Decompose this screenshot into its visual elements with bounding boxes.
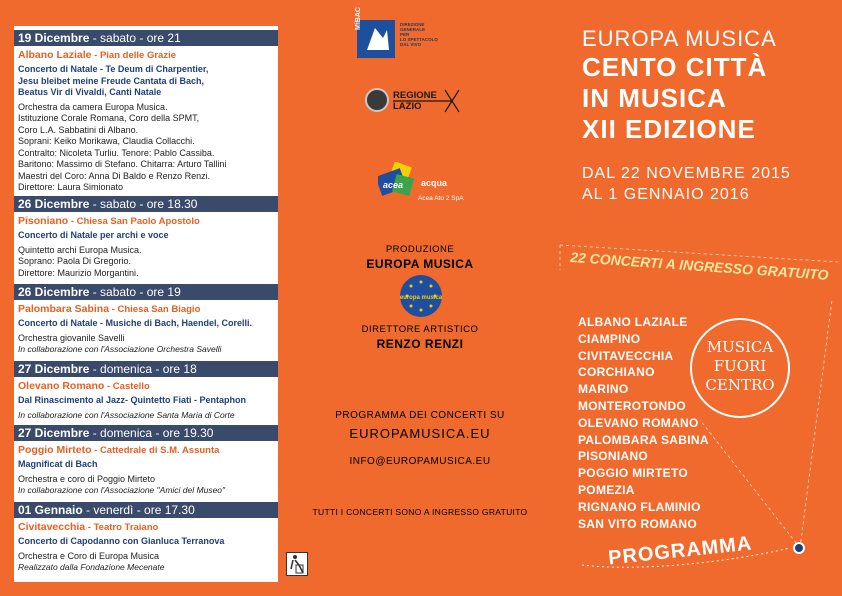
event-date: 26 Dicembre [18, 197, 90, 211]
title-europa-musica: EUROPA MUSICA [582, 26, 777, 51]
event-venue: - Chiesa San Paolo Apostolo [68, 216, 200, 227]
city-item: MONTEROTONDO [578, 398, 687, 413]
mibac-line: DAL VIVO [400, 42, 422, 47]
date-start: DAL 22 NOVEMBRE 2015 [582, 165, 791, 182]
event-date: 26 Dicembre [18, 285, 90, 299]
event-time: - domenica - ore 19.30 [89, 426, 214, 440]
event-detail-line: Concerto di Capodanno con Gianluca Terranova [18, 536, 225, 546]
title-edizione: XII EDIZIONE [582, 114, 756, 144]
event-venue: - Cattedrale di S.M. Assunta [91, 445, 220, 456]
event-time: - sabato - ore 21 [89, 31, 181, 45]
mibac-line: DIREZIONE [400, 22, 425, 27]
title-cento-citta: CENTO CITTÀ [582, 52, 768, 82]
city-item: RIGNANO FLAMINIO [578, 499, 701, 514]
mibac-line: LO SPETTACOLO [400, 37, 438, 42]
event-city: Albano Laziale [18, 49, 92, 61]
program-label: PROGRAMMA DEI CONCERTI SU [335, 410, 505, 421]
event-detail-line: Maestri del Coro: Anna Di Baldo e Renzo Renzi. [18, 170, 211, 181]
city-item: PISONIANO [578, 449, 649, 464]
event-date: 27 Dicembre [18, 426, 90, 440]
production-label: PRODUZIONE [385, 244, 455, 255]
event-time: - sabato - ore 18.30 [89, 197, 198, 211]
musica-fuori-centro-logo [690, 318, 790, 418]
free-concerts-banner: 22 CONCERTI A INGRESSO GRATUITO [569, 248, 830, 283]
city-item: ALBANO LAZIALE [578, 315, 688, 329]
title-in-musica: IN MUSICA [582, 83, 727, 113]
event-detail-line: Realizzato dalla Fondazione Mecenate [18, 562, 165, 572]
acea-label: acqua [421, 178, 448, 188]
event-detail-line: Soprano: Paola Di Gregorio. [18, 256, 132, 266]
event-detail-line: Baritono: Massimo di Stefano. Chitarra: Arturo Tallini [18, 159, 227, 169]
pin-dot-icon [793, 542, 805, 554]
event-detail-line: In collaborazione con l'Associazione Orchestra Savelli [18, 344, 222, 354]
city-item: MARINO [578, 382, 629, 397]
free-entry-note: TUTTI I CONCERTI SONO A INGRESSO GRATUITO [312, 507, 528, 517]
event-detail-line: Quintetto archi Europa Musica. [18, 244, 142, 255]
svg-text:europa musica: europa musica [400, 295, 442, 301]
event-venue: - Teatro Traiano [85, 522, 159, 533]
event-venue: - Chiesa San Biagio [109, 304, 201, 315]
event-detail-line: Jesu bleibet meine Freude Cantata di Bach, [18, 75, 205, 86]
city-item: POGGIO MIRTETO [578, 466, 688, 481]
event-city: Palombara Sabina [18, 303, 110, 315]
event-detail-line: Orchestra e Coro di Europa Musica [18, 550, 160, 561]
event-date: 01 Gennaio [18, 503, 83, 517]
mfc-line: MUSICA [706, 338, 774, 356]
city-item: CORCHIANO [578, 365, 655, 380]
programma-label: PROGRAMMA [607, 532, 754, 570]
email-link[interactable]: INFO@EUROPAMUSICA.EU [349, 456, 491, 467]
event-detail-line: Orchestra e coro di Poggio Mirteto [18, 473, 156, 484]
svg-text:acea: acea [383, 180, 404, 190]
event-detail-line: Concerto di Natale - Te Deum di Charpentier, [18, 64, 209, 74]
mfc-line: FUORI [713, 357, 767, 375]
event-venue: - Pian delle Grazie [91, 50, 176, 61]
event-venue: - Castello [104, 381, 150, 392]
event-city: Civitavecchia [18, 521, 86, 533]
event-city: Poggio Mirteto [18, 444, 92, 456]
event-date: 27 Dicembre [18, 362, 90, 376]
event-date: 19 Dicembre [18, 31, 90, 45]
date-end: AL 1 GENNAIO 2016 [582, 186, 750, 203]
event-detail-line: Direttore: Maurizio Morgantini. [18, 267, 139, 278]
event-detail-line: Direttore: Laura Simionato [18, 182, 124, 192]
city-item: PALOMBARA SABINA [578, 432, 709, 447]
city-item: CIAMPINO [578, 331, 641, 346]
city-item: OLEVANO ROMANO [578, 415, 699, 430]
event-time: - domenica - ore 18 [89, 362, 197, 376]
event-detail-line: Concerto di Natale per archi e voce [18, 230, 169, 240]
director-name: RENZO RENZI [376, 337, 464, 351]
mibac-label: MiBAC [355, 7, 362, 30]
event-detail-line: Orchestra giovanile Savelli [18, 332, 125, 343]
event-detail-line: Coro L.A. Sabbatini di Albano. [18, 124, 139, 135]
event-time: - sabato - ore 19 [89, 285, 181, 299]
event-detail-line: Beatus Vir di Vivaldi, Canti Natale [18, 87, 162, 97]
event-detail-line: Orchestra da camera Europa Musica. [18, 101, 168, 112]
event-detail-line: In collaborazione con l'Associazione Santa Maria di Corte [18, 409, 235, 420]
lazio-line: REGIONE [393, 90, 437, 101]
mibac-line: GENERALE [400, 27, 426, 32]
event-detail-line: Magnificat di Bach [18, 459, 98, 469]
city-item: POMEZIA [578, 482, 635, 497]
event-detail-line: Concerto di Natale - Musiche di Bach, Haendel, Corelli. [18, 318, 253, 328]
event-detail-line: Istituzione Corale Romana, Coro della SPMT, [18, 113, 200, 123]
event-detail-line: Contralto: Nicoleta Turliu. Tenore: Pablo Cassiba. [18, 147, 215, 158]
city-item: SAN VITO ROMANO [578, 516, 697, 531]
event-detail-line: Soprani: Keiko Morikawa, Claudia Collacchi. [18, 136, 195, 146]
production-name: EUROPA MUSICA [366, 257, 474, 271]
event-detail-line: Dal Rinascimento al Jazz- Quintetto Fiati - Pentaphon [18, 395, 247, 405]
city-item: CIVITAVECCHIA [578, 348, 674, 363]
director-label: DIRETTORE ARTISTICO [361, 324, 479, 335]
mfc-line: CENTRO [705, 376, 775, 394]
lazio-line: LAZIO [393, 101, 422, 112]
event-detail-line: In collaborazione con l'Associazione "Amici del Museo" [18, 485, 226, 495]
mibac-line: PER [400, 32, 410, 37]
event-city: Pisoniano [18, 215, 69, 227]
program-url-link[interactable]: EUROPAMUSICA.EU [349, 426, 491, 441]
event-city: Olevano Romano [18, 380, 105, 392]
city-list [578, 314, 709, 532]
event-time: - venerdì - ore 17.30 [82, 503, 195, 517]
acea-sub: Acea Ato 2 SpA [418, 195, 464, 202]
